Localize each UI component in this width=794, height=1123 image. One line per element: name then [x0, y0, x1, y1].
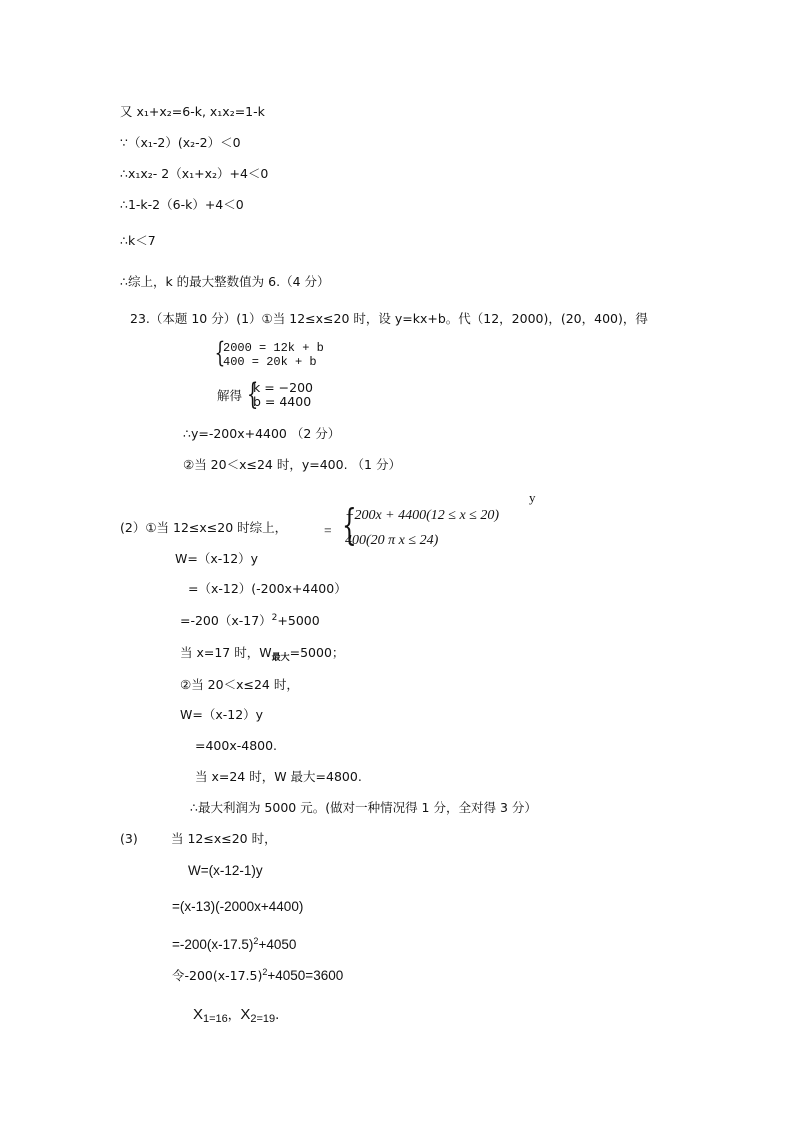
- line-because: ∵（x₁-2）(x₂-2）＜0: [120, 135, 241, 150]
- line-case-2: ②当 20＜x≤24 时，: [180, 677, 299, 692]
- left-brace: {: [342, 500, 357, 549]
- case-1: −200x + 4400(12 ≤ x ≤ 20): [345, 508, 500, 523]
- part-2-heading: (2）①当 12≤x≤20 时综上，: [120, 520, 288, 535]
- line-profit-linear: =400x-4800.: [195, 738, 278, 753]
- line-vieta: 又 x₁+x₂=6-k, x₁x₂=1-k: [120, 104, 265, 119]
- line-equation-set: 令$-200(x-17.5)^2+4050=3600$: [172, 967, 344, 983]
- solution-b: b = 4400: [253, 394, 312, 409]
- line-expand: ∴x₁x₂- 2（x₁+x₂）+4＜0: [120, 166, 269, 181]
- line-conclusion: ∴综上，k 的最大整数值为 6.（4 分）: [120, 274, 330, 289]
- case-2: 400(20 π x ≤ 24): [345, 533, 439, 548]
- piecewise-y-label: y: [529, 490, 536, 505]
- line-profit-vertex: $=-200(x-17)^2+5000$: [180, 613, 320, 628]
- line-profit-new: W=(x-12-1)y: [188, 863, 263, 878]
- solved-label: 解得: [217, 388, 243, 403]
- line-profit-expand: =（x-12）(-200x+4400）: [188, 581, 347, 596]
- left-brace: {: [246, 377, 259, 412]
- line-max-2: 当 x=24 时，W 最大=4800.: [195, 769, 362, 784]
- line-constant-case: ②当 20＜x≤24 时，y=400. （1 分）: [183, 457, 401, 472]
- line-substitute: ∴1-k-2（6-k）+4＜0: [120, 197, 244, 212]
- line-profit-def-2: W=（x-12）y: [180, 707, 264, 722]
- line-profit-def: W=（x-12）y: [175, 551, 259, 566]
- left-brace: {: [214, 336, 226, 369]
- line-k-bound: ∴k＜7: [120, 233, 156, 248]
- line-max-profit: ∴最大利润为 5000 元。(做对一种情况得 1 分，全对得 3 分）: [190, 800, 537, 815]
- equals-sign: =: [324, 523, 332, 538]
- system-eq-2: 400 = 20k + b: [223, 355, 317, 369]
- system-eq-1: 2000 = 12k + b: [223, 341, 324, 355]
- line-roots: $X_{1=16}$，$X_{2=19}$.: [193, 1006, 280, 1025]
- problem-23-heading: 23.（本题 10 分）(1）①当 12≤x≤20 时，设 y=kx+b。代（12，2000)，(20，400)，得: [130, 311, 648, 326]
- line-max-1: 当 x=17 时，$W_{最大}=5000$；: [180, 645, 345, 663]
- line-profit-new-expand: =(x-13)(-2000x+4400): [172, 899, 304, 914]
- line-profit-new-vertex: $=-200(x-17.5)^2+4050$: [172, 936, 297, 952]
- part-3-condition: 当 12≤x≤20 时，: [171, 831, 277, 846]
- part-3-label: (3): [120, 831, 138, 846]
- line-linear-function: ∴y=-200x+4400 （2 分）: [183, 426, 341, 441]
- solution-k: k = −200: [253, 380, 313, 395]
